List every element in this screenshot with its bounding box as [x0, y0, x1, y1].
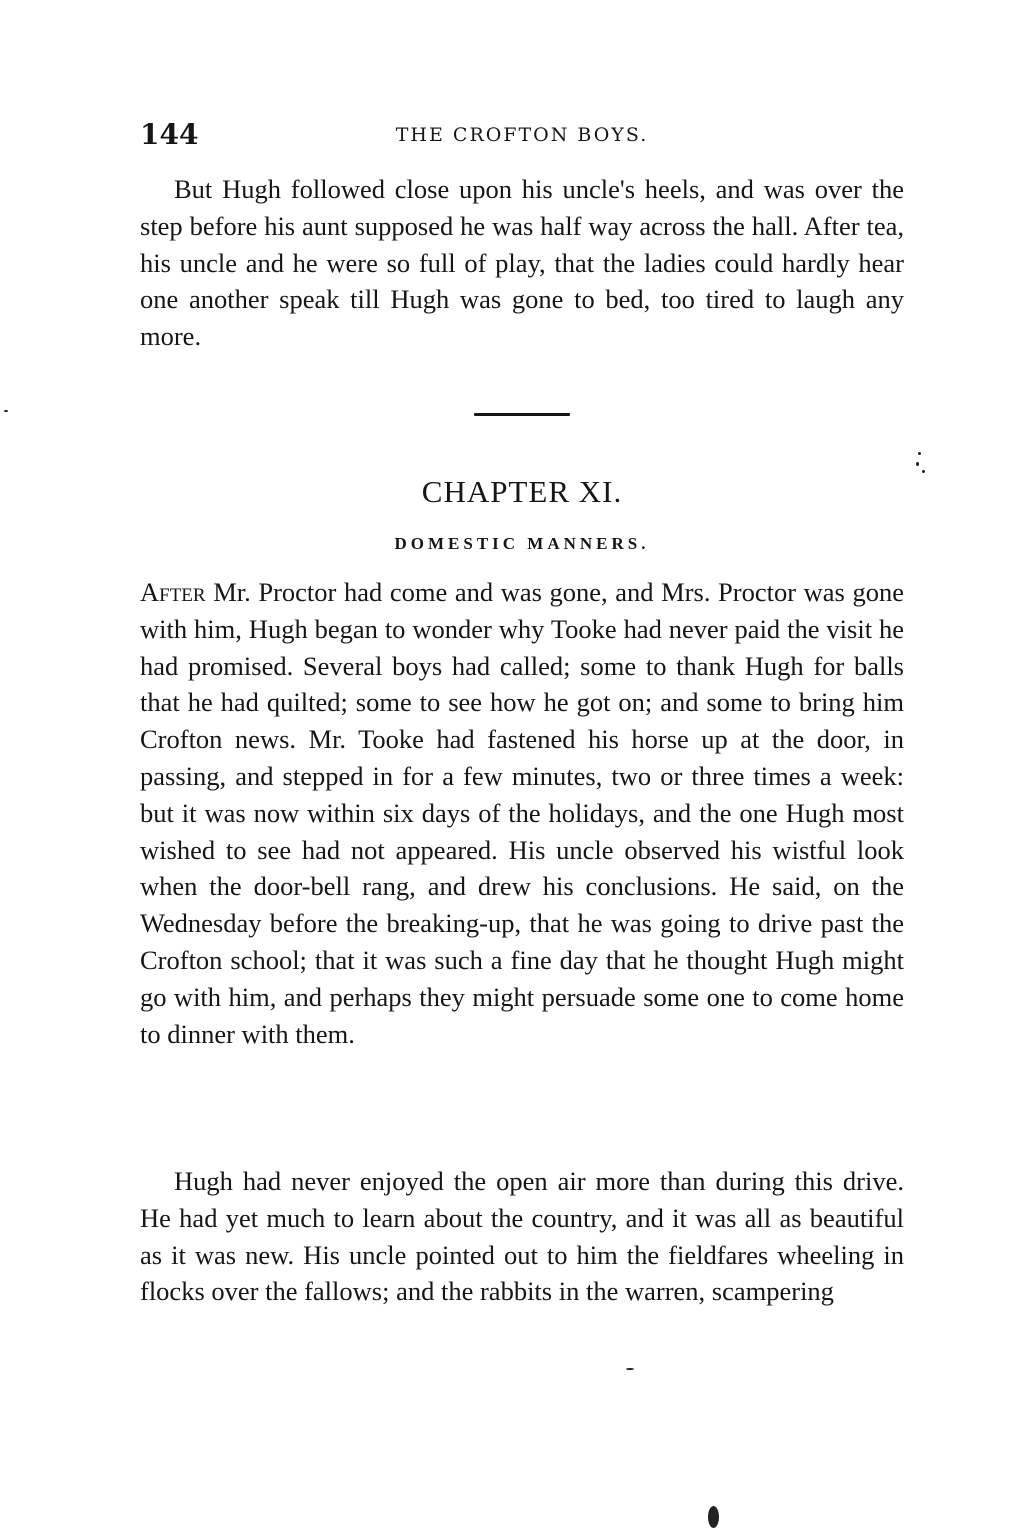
- opening-word: After: [140, 577, 206, 607]
- book-title: THE CROFTON BOYS.: [395, 124, 649, 146]
- scan-speck: [918, 452, 921, 455]
- scan-speck: [4, 410, 8, 412]
- chapter-subtitle: DOMESTIC MANNERS.: [394, 534, 650, 553]
- paragraph-drive: Hugh had never enjoyed the open air more than during this drive. He had yet much to learn about the country, and it was all as beautiful as it was new. His uncle pointed out to him the fieldfares wheeling in flocks over the fallows; and the rabbits in the warren, scampering: [140, 1166, 904, 1307]
- scan-speck: [916, 462, 919, 466]
- paragraph-intro: But Hugh followed close upon his uncle's heels, and was over the step before his aunt supposed he was half way across the hall. After tea, his uncle and he were so full of play, that the ladies could hardly hear one another speak till Hugh was gone to bed, too tired to laugh any more.: [140, 174, 904, 352]
- chapter-title: CHAPTER XI.: [421, 474, 623, 509]
- paragraph-chapter-opening-text: Mr. Proctor had come and was gone, and Mrs. Proctor was gone with him, Hugh began to wonder why Tooke had never paid the visit he had promised. Several boys had called; some to thank Hugh for balls that he had quilted; some to see how he got on; and some to bring him Crofton news. Mr. Tooke had fastened his horse up at the door, in passing, and stepped in for a few minutes, two or three times a week: but it was now within six days of the holidays, and the one Hugh most wished to see had not appeared. His uncle observed his wistful look when the door-bell rang, and drew his conclusions. He said, on the Wednesday before the breaking-up, that he was going to drive past the Crofton school; that it was such a fine day that he thought Hugh might go with him, and perhaps they might persuade some one to come home to dinner with them.: [140, 577, 904, 1049]
- scan-speck: [708, 1506, 719, 1528]
- scan-speck: [626, 1368, 634, 1370]
- page-number: 144: [140, 118, 199, 151]
- running-header: [140, 118, 904, 158]
- scan-speck: [922, 470, 925, 473]
- section-divider: [474, 413, 570, 416]
- paragraph-chapter-opening: [140, 574, 904, 1052]
